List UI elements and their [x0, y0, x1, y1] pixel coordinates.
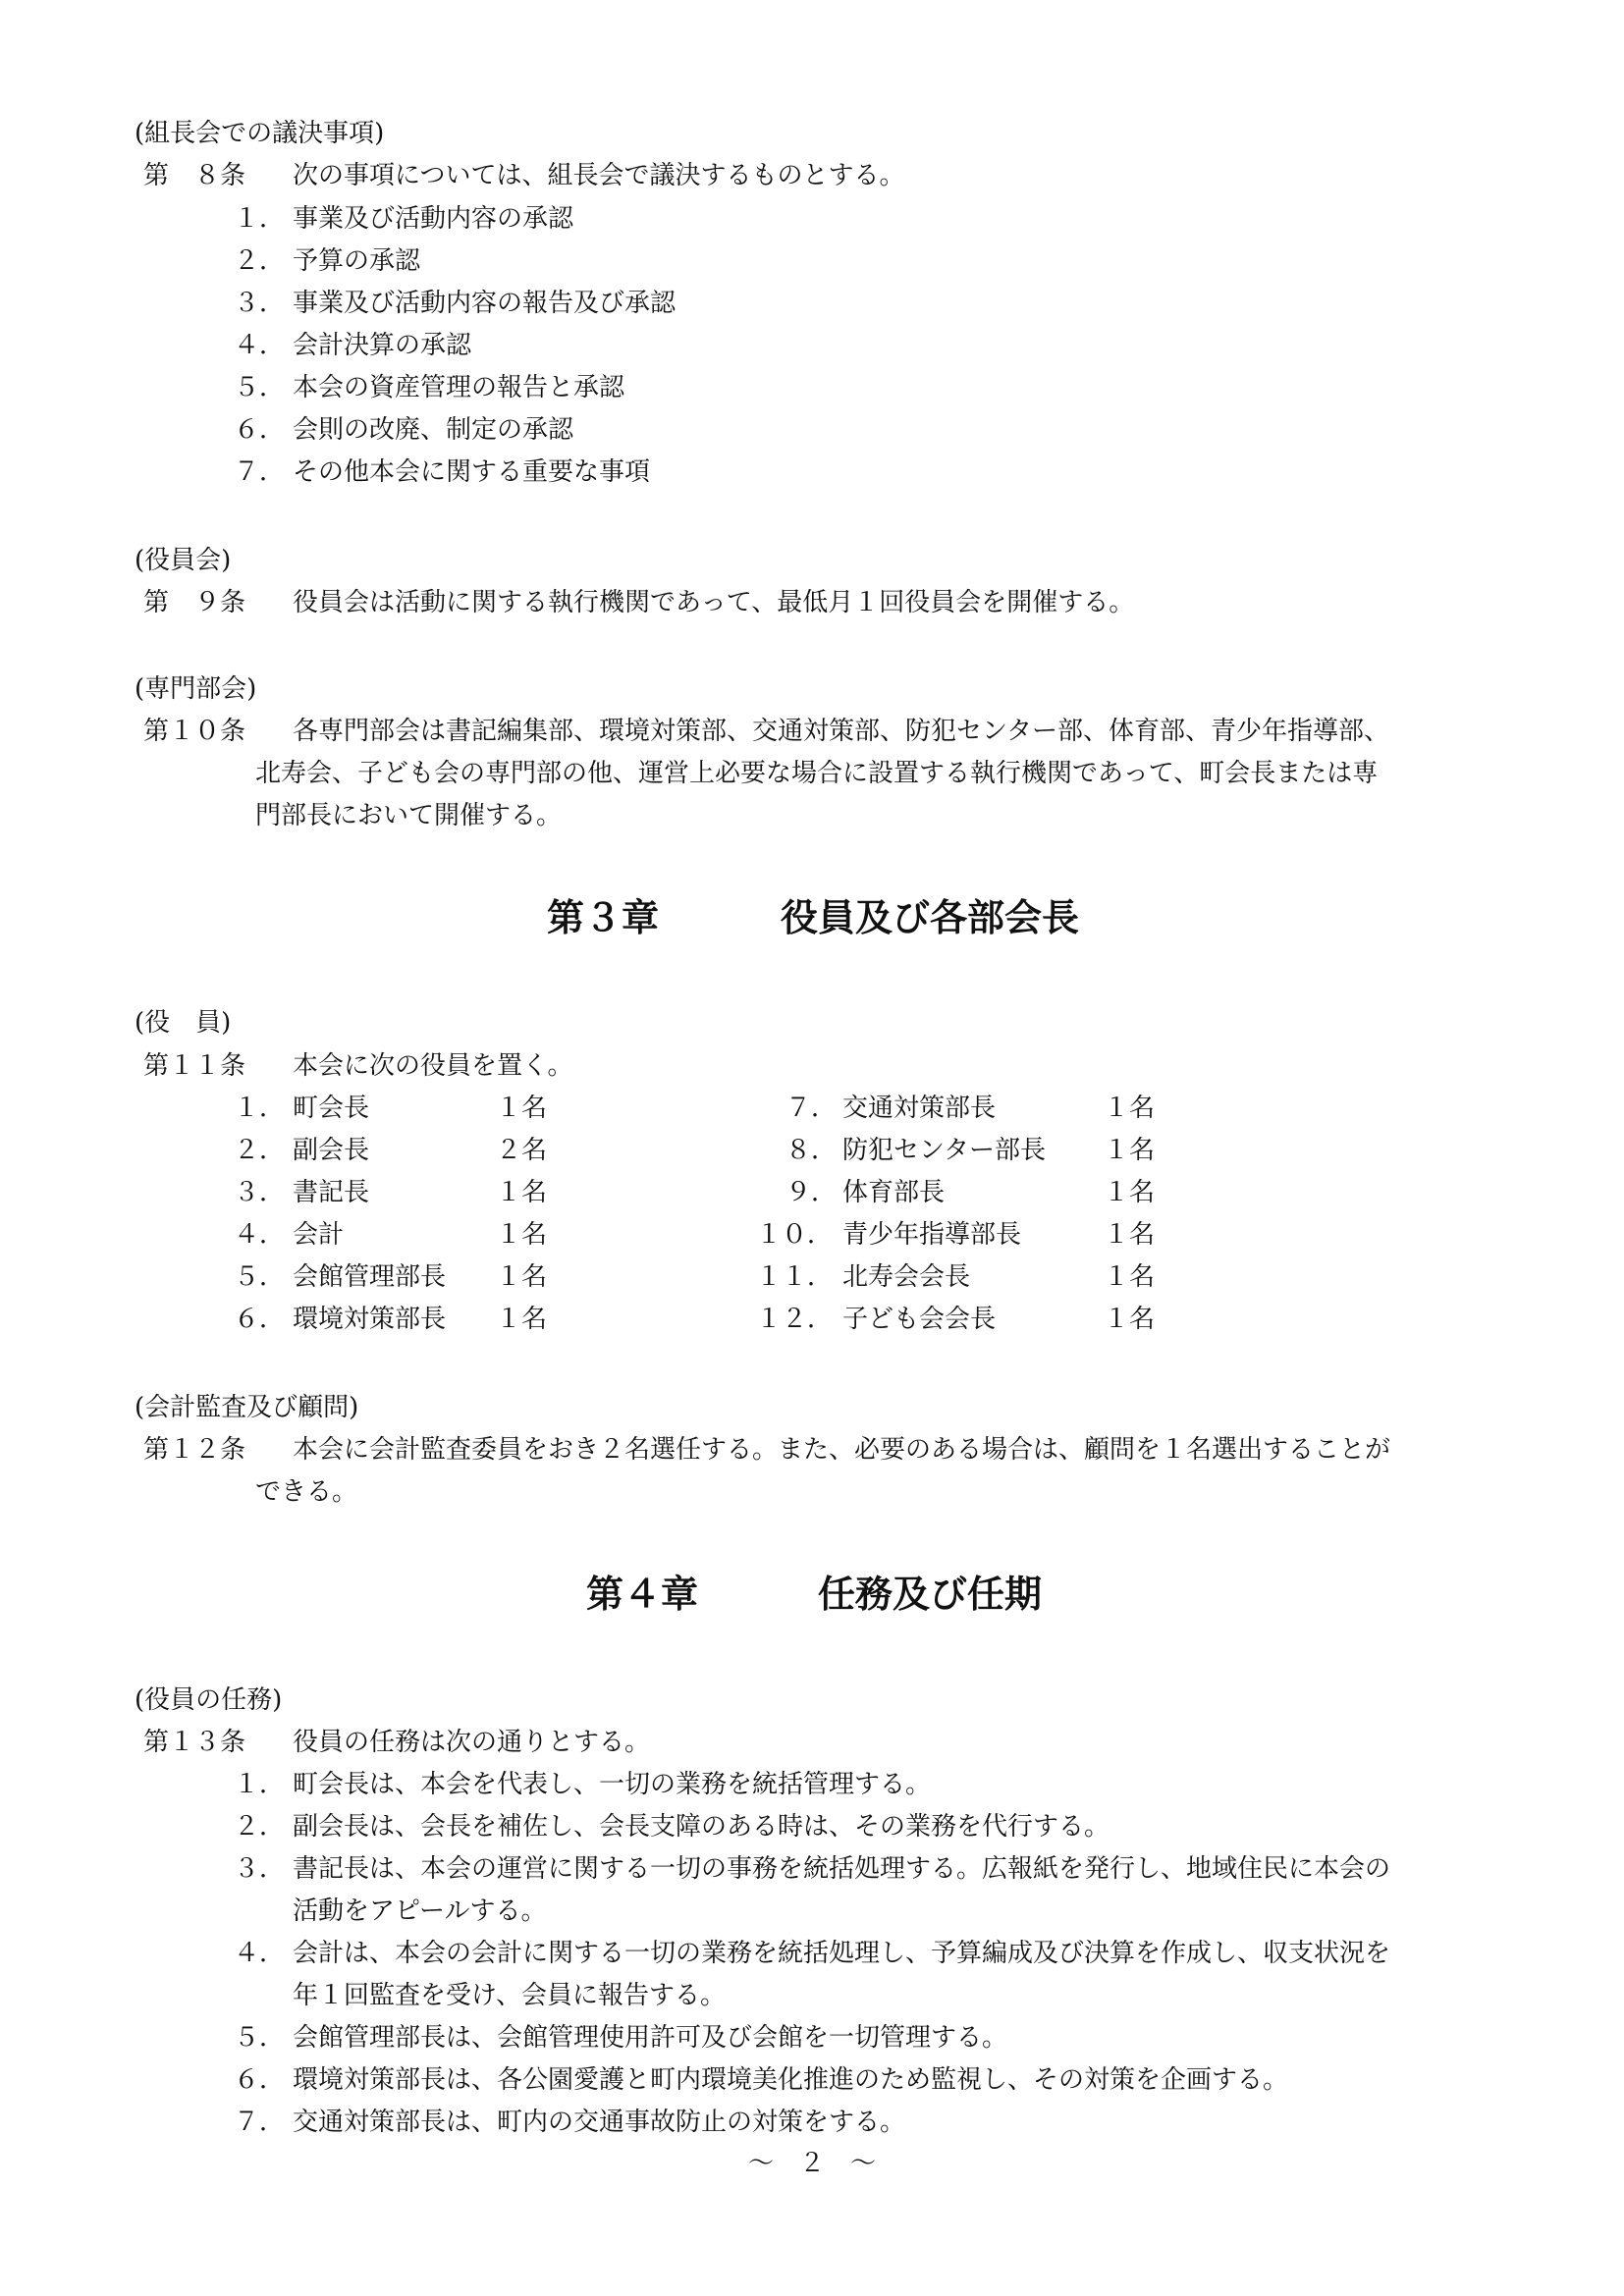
- officer-title: 北寿会会長: [842, 1262, 971, 1292]
- list-item-text: 交通対策部長は、町内の交通事故防止の対策をする。: [293, 2108, 906, 2137]
- article-text: 役員の任務は次の通りとする。: [293, 1728, 651, 1757]
- list-item-text: 本会の資産管理の報告と承認: [293, 373, 625, 402]
- article-caption: (役員の任務): [135, 1685, 283, 1715]
- list-item-text: 会計は、本会の会計に関する一切の業務を統括処理し、予算編成及び決算を作成し、収支状況を: [293, 1939, 1391, 1968]
- officer-number: ２．: [234, 1136, 286, 1165]
- list-item-text: 会則の改廃、制定の承認: [293, 415, 574, 445]
- article-text: 役員会は活動に関する執行機関であって、最低月１回役員会を開催する。: [293, 588, 1135, 617]
- officer-count: １名: [1104, 1220, 1156, 1250]
- list-item-continuation: 活動をアピールする。: [293, 1896, 547, 1926]
- article-number: 第１０条: [143, 717, 246, 746]
- officer-number: ６．: [234, 1305, 286, 1334]
- list-item-number: １．: [234, 1770, 286, 1799]
- list-item-number: ２．: [234, 246, 286, 276]
- list-item-number: ３．: [234, 289, 286, 318]
- list-item-text: 会館管理部長は、会館管理使用許可及び会館を一切管理する。: [293, 2023, 1008, 2053]
- officer-count: １名: [1104, 1094, 1156, 1123]
- list-item-number: ６．: [234, 2065, 286, 2095]
- article-number: 第１２条: [143, 1435, 246, 1465]
- chapter-number: 第４章: [586, 1573, 699, 1616]
- officer-count: １名: [1104, 1136, 1156, 1165]
- list-item-text: 予算の承認: [293, 246, 421, 276]
- list-item-text: 事業及び活動内容の報告及び承認: [293, 289, 677, 318]
- list-item-text: 町会長は、本会を代表し、一切の業務を統括管理する。: [293, 1770, 932, 1799]
- officer-number: １．: [234, 1094, 286, 1123]
- list-item-number: ６．: [234, 415, 286, 445]
- officer-number: ９．: [785, 1178, 838, 1207]
- list-item-text: 会計決算の承認: [293, 331, 472, 360]
- list-item-number: ４．: [234, 1939, 286, 1968]
- chapter-title: 任務及び任期: [818, 1573, 1043, 1616]
- article-caption: (組長会での議決事項): [135, 119, 385, 148]
- officer-title: 副会長: [293, 1136, 370, 1165]
- officer-number: ７．: [785, 1094, 838, 1123]
- article-text-continuation: 北寿会、子ども会の専門部の他、運営上必要な場合に設置する執行機関であって、町会長または専: [255, 759, 1379, 788]
- officer-number: １１．: [756, 1262, 834, 1292]
- page-number: ～ ２ ～: [747, 2149, 876, 2178]
- officer-title: 町会長: [293, 1094, 370, 1123]
- article-number: 第１１条: [143, 1051, 246, 1081]
- officer-number: ５．: [234, 1262, 286, 1292]
- list-item-number: ５．: [234, 373, 286, 402]
- article-text-continuation: できる。: [255, 1477, 358, 1507]
- officer-count: １名: [496, 1094, 548, 1123]
- officer-title: 交通対策部長: [842, 1094, 997, 1123]
- article-caption: (役 員): [135, 1008, 232, 1038]
- officer-count: ２名: [496, 1136, 548, 1165]
- chapter-number: 第３章: [547, 896, 660, 939]
- list-item-number: ７．: [234, 457, 286, 487]
- article-caption: (役員会): [135, 546, 232, 575]
- list-item-number: ２．: [234, 1812, 286, 1842]
- list-item-text: 事業及び活動内容の承認: [293, 204, 574, 234]
- list-item-text: その他本会に関する重要な事項: [293, 457, 651, 487]
- officer-count: １名: [1104, 1262, 1156, 1292]
- officer-title: 環境対策部長: [293, 1305, 447, 1334]
- officer-count: １名: [496, 1262, 548, 1292]
- officer-count: １名: [496, 1305, 548, 1334]
- article-caption: (専門部会): [135, 674, 257, 704]
- list-item-text: 書記長は、本会の運営に関する一切の事務を統括処理する。広報紙を発行し、地域住民に本会の: [293, 1854, 1391, 1884]
- list-item-continuation: 年１回監査を受け、会員に報告する。: [293, 1981, 726, 2010]
- officer-title: 会館管理部長: [293, 1262, 447, 1292]
- officer-number: ３．: [234, 1178, 286, 1207]
- officer-title: 会計: [293, 1220, 345, 1250]
- officer-title: 書記長: [293, 1178, 370, 1207]
- officer-count: １名: [1104, 1305, 1156, 1334]
- officer-count: １名: [496, 1220, 548, 1250]
- officer-count: １名: [1104, 1178, 1156, 1207]
- officer-number: １２．: [756, 1305, 834, 1334]
- list-item-number: ５．: [234, 2023, 286, 2053]
- list-item-number: １．: [234, 204, 286, 234]
- article-text: 本会に次の役員を置く。: [293, 1051, 573, 1081]
- article-number: 第 ９条: [143, 588, 246, 617]
- article-number: 第１３条: [143, 1728, 246, 1757]
- officer-count: １名: [496, 1178, 548, 1207]
- article-text: 次の事項については、組長会で議決するものとする。: [293, 161, 905, 190]
- article-text-continuation: 門部長において開催する。: [255, 801, 563, 830]
- officer-title: 子ども会会長: [842, 1305, 997, 1334]
- officer-title: 防犯センター部長: [842, 1136, 1046, 1165]
- list-item-number: ７．: [234, 2108, 286, 2137]
- list-item-text: 環境対策部長は、各公園愛護と町内環境美化推進のため監視し、その対策を企画する。: [293, 2065, 1289, 2095]
- officer-title: 体育部長: [842, 1178, 946, 1207]
- list-item-text: 副会長は、会長を補佐し、会長支障のある時は、その業務を代行する。: [293, 1812, 1110, 1842]
- article-text: 本会に会計監査委員をおき２名選任する。また、必要のある場合は、顧問を１名選出することが: [293, 1435, 1391, 1465]
- list-item-number: ３．: [234, 1854, 286, 1884]
- list-item-number: ４．: [234, 331, 286, 360]
- officer-number: １０．: [756, 1220, 834, 1250]
- chapter-title: 役員及び各部会長: [781, 896, 1080, 939]
- article-number: 第 ８条: [143, 161, 246, 190]
- officer-title: 青少年指導部長: [842, 1220, 1022, 1250]
- article-text: 各専門部会は書記編集部、環境対策部、交通対策部、防犯センター部、体育部、青少年指導部、: [293, 717, 1389, 746]
- officer-number: ８．: [785, 1136, 838, 1165]
- officer-number: ４．: [234, 1220, 286, 1250]
- article-caption: (会計監査及び顧問): [135, 1393, 359, 1422]
